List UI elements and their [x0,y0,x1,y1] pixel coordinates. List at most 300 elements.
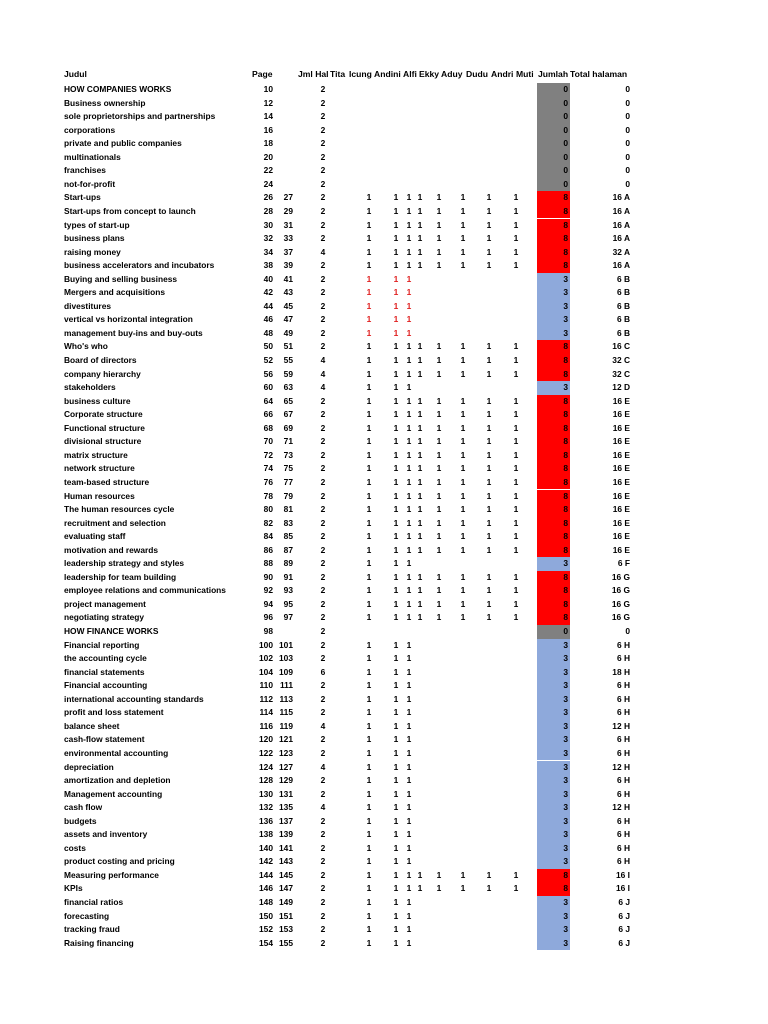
cell-member-mark[interactable]: 1 [393,531,399,542]
cell-member-mark[interactable]: 1 [406,612,412,623]
cell-jumlah[interactable]: 0 [563,165,568,176]
cell-member-mark[interactable]: 1 [406,815,412,826]
header-alfi[interactable]: Alfi [403,69,417,79]
cell-member-mark[interactable]: 1 [393,327,399,338]
cell-member-mark[interactable]: 1 [436,205,442,216]
cell-member-mark[interactable] [458,313,468,327]
cell-member-mark[interactable]: 1 [406,273,412,284]
cell-member-mark[interactable]: 1 [436,883,442,894]
cell-jml-hal[interactable]: 2 [320,463,326,474]
cell-member-mark[interactable] [391,97,401,111]
cell-member-mark[interactable]: 1 [436,436,442,447]
cell-total-halaman[interactable]: 0 [625,97,630,108]
cell-page-start[interactable]: 70 [263,436,273,447]
cell-member-mark[interactable]: 1 [486,233,492,244]
cell-member-mark[interactable]: 1 [436,368,442,379]
cell-member-mark[interactable]: 1 [366,368,372,379]
cell-jml-hal[interactable]: 2 [320,476,326,487]
cell-total-halaman[interactable]: 0 [625,626,630,636]
cell-jml-hal[interactable]: 2 [320,287,326,298]
cell-jumlah[interactable]: 8 [563,869,568,880]
cell-member-mark[interactable]: 1 [406,504,412,515]
cell-jml-hal[interactable]: 2 [320,734,326,745]
cell-member-mark[interactable]: 1 [366,869,372,880]
cell-member-mark[interactable]: 1 [393,666,399,677]
cell-judul[interactable]: employee relations and communications [64,585,226,596]
cell-member-mark[interactable]: 1 [460,476,466,487]
cell-member-mark[interactable] [484,842,494,856]
cell-total-halaman[interactable]: 6 B [616,314,630,325]
cell-jumlah[interactable]: 8 [563,598,568,609]
cell-member-mark[interactable] [484,286,494,300]
cell-judul[interactable]: financial statements [64,666,145,677]
cell-jumlah[interactable]: 3 [563,761,568,772]
cell-member-mark[interactable]: 1 [513,463,519,474]
cell-page-start[interactable]: 130 [259,788,273,799]
cell-member-mark[interactable] [511,815,521,829]
cell-member-mark[interactable]: 1 [366,273,372,284]
cell-page-start[interactable]: 50 [263,341,273,352]
cell-member-mark[interactable]: 1 [486,517,492,528]
cell-member-mark[interactable]: 1 [406,720,412,731]
cell-member-mark[interactable] [415,164,425,178]
cell-member-mark[interactable]: 1 [366,585,372,596]
cell-member-mark[interactable]: 1 [486,883,492,894]
cell-member-mark[interactable]: 1 [393,287,399,298]
cell-judul[interactable]: corporations [64,124,116,135]
cell-page-end[interactable]: 87 [283,544,293,555]
cell-judul[interactable]: raising money [64,246,121,257]
cell-judul[interactable]: cash flow [64,802,103,813]
cell-page-end[interactable]: 75 [283,463,293,474]
cell-jumlah[interactable]: 0 [563,151,568,162]
cell-total-halaman[interactable]: 12 H [612,720,630,731]
cell-jumlah[interactable]: 8 [563,449,568,460]
cell-page-end[interactable]: 41 [283,273,293,284]
cell-member-mark[interactable] [511,774,521,788]
cell-page-end[interactable]: 97 [283,612,293,623]
cell-member-mark[interactable] [484,97,494,111]
cell-member-mark[interactable] [434,828,444,842]
cell-page-start[interactable]: 48 [263,327,273,338]
cell-page-start[interactable]: 142 [259,856,273,867]
cell-page-start[interactable]: 78 [263,490,273,501]
cell-member-mark[interactable] [484,178,494,192]
cell-member-mark[interactable]: 1 [406,327,412,338]
cell-member-mark[interactable]: 1 [406,897,412,907]
cell-judul[interactable]: the accounting cycle [64,653,147,664]
cell-judul[interactable]: Business ownership [64,97,146,108]
cell-member-mark[interactable]: 1 [406,558,412,569]
cell-member-mark[interactable]: 1 [460,504,466,515]
cell-member-mark[interactable]: 1 [460,883,466,894]
cell-jml-hal[interactable]: 2 [320,260,326,271]
cell-member-mark[interactable]: 1 [393,585,399,596]
cell-member-mark[interactable] [415,652,425,666]
cell-member-mark[interactable] [511,720,521,734]
cell-member-mark[interactable] [364,83,374,97]
cell-member-mark[interactable] [458,815,468,829]
cell-page-start[interactable]: 124 [259,761,273,772]
cell-jml-hal[interactable]: 2 [320,775,326,786]
cell-page-end[interactable] [277,151,293,165]
cell-member-mark[interactable]: 1 [406,585,412,596]
cell-member-mark[interactable]: 1 [460,612,466,623]
header-jumlah[interactable]: Jumlah [538,69,569,79]
cell-page-start[interactable]: 110 [259,680,273,691]
cell-member-mark[interactable] [484,801,494,815]
cell-member-mark[interactable]: 1 [393,802,399,813]
cell-member-mark[interactable]: 1 [393,598,399,609]
cell-member-mark[interactable] [434,97,444,111]
cell-member-mark[interactable] [415,910,425,924]
cell-page-start[interactable]: 148 [259,897,273,907]
cell-member-mark[interactable] [434,706,444,720]
cell-member-mark[interactable]: 1 [406,449,412,460]
cell-member-mark[interactable] [458,774,468,788]
cell-member-mark[interactable] [364,97,374,111]
cell-member-mark[interactable]: 1 [393,829,399,840]
cell-member-mark[interactable] [434,801,444,815]
cell-member-mark[interactable] [511,693,521,707]
cell-judul[interactable]: budgets [64,815,97,826]
cell-total-halaman[interactable]: 16 I [616,883,630,894]
cell-jumlah[interactable]: 3 [563,666,568,677]
cell-member-mark[interactable]: 1 [366,775,372,786]
cell-total-halaman[interactable]: 6 J [618,910,630,921]
cell-jumlah[interactable]: 3 [563,382,568,393]
cell-judul[interactable]: Human resources [64,490,135,501]
cell-member-mark[interactable]: 1 [486,355,492,365]
cell-judul[interactable]: private and public companies [64,138,182,149]
cell-page-start[interactable]: 56 [263,368,273,379]
header-andini[interactable]: Andini [374,69,401,79]
cell-member-mark[interactable] [434,286,444,300]
cell-total-halaman[interactable]: 6 H [616,842,630,853]
cell-total-halaman[interactable]: 16 E [612,490,630,501]
cell-total-halaman[interactable]: 32 C [612,368,630,379]
cell-member-mark[interactable] [434,937,444,951]
cell-member-mark[interactable] [511,557,521,571]
cell-jumlah[interactable]: 3 [563,639,568,650]
cell-member-mark[interactable] [415,855,425,869]
cell-jumlah[interactable]: 3 [563,287,568,298]
header-aduy[interactable]: Aduy [441,69,463,79]
cell-member-mark[interactable] [404,151,414,165]
cell-member-mark[interactable]: 1 [417,246,423,257]
cell-member-mark[interactable] [415,747,425,761]
cell-member-mark[interactable]: 1 [486,341,492,352]
cell-member-mark[interactable]: 1 [513,395,519,406]
cell-total-halaman[interactable]: 6 H [616,829,630,840]
cell-member-mark[interactable]: 1 [486,436,492,447]
cell-total-halaman[interactable]: 6 H [616,775,630,786]
cell-member-mark[interactable]: 1 [513,531,519,542]
cell-judul[interactable]: HOW FINANCE WORKS [64,626,159,636]
cell-member-mark[interactable] [434,300,444,314]
cell-member-mark[interactable] [511,828,521,842]
cell-member-mark[interactable]: 1 [393,260,399,271]
cell-member-mark[interactable]: 1 [366,327,372,338]
cell-member-mark[interactable]: 1 [513,341,519,352]
cell-jumlah[interactable]: 3 [563,707,568,718]
cell-member-mark[interactable] [511,801,521,815]
cell-judul[interactable]: franchises [64,165,106,176]
cell-total-halaman[interactable]: 16 E [612,449,630,460]
cell-member-mark[interactable] [511,137,521,151]
cell-member-mark[interactable]: 1 [513,598,519,609]
cell-jumlah[interactable]: 8 [563,883,568,894]
cell-jumlah[interactable]: 3 [563,327,568,338]
cell-member-mark[interactable]: 1 [486,544,492,555]
cell-member-mark[interactable]: 1 [366,544,372,555]
cell-total-halaman[interactable]: 16 G [611,612,630,623]
cell-page-end[interactable]: 83 [283,517,293,528]
cell-page-end[interactable]: 55 [283,355,293,365]
cell-judul[interactable]: types of start-up [64,219,130,230]
cell-member-mark[interactable]: 1 [366,598,372,609]
cell-member-mark[interactable] [458,124,468,138]
cell-member-mark[interactable] [511,910,521,924]
cell-member-mark[interactable]: 1 [460,260,466,271]
cell-total-halaman[interactable]: 6 B [616,287,630,298]
cell-jml-hal[interactable]: 2 [320,693,326,704]
cell-member-mark[interactable]: 1 [393,815,399,826]
cell-member-mark[interactable]: 1 [393,449,399,460]
cell-member-mark[interactable]: 1 [393,422,399,433]
cell-member-mark[interactable] [511,842,521,856]
cell-total-halaman[interactable]: 0 [625,178,630,189]
cell-member-mark[interactable]: 1 [393,747,399,758]
cell-member-mark[interactable] [364,151,374,165]
cell-jumlah[interactable]: 8 [563,205,568,216]
cell-jml-hal[interactable]: 2 [320,273,326,284]
cell-total-halaman[interactable]: 6 H [616,693,630,704]
cell-page-end[interactable]: 135 [279,802,293,813]
cell-member-mark[interactable] [364,625,374,639]
cell-page-end[interactable]: 29 [283,205,293,216]
cell-page-start[interactable]: 114 [259,707,273,718]
cell-member-mark[interactable]: 1 [460,368,466,379]
cell-member-mark[interactable] [484,706,494,720]
cell-total-halaman[interactable]: 16 E [612,531,630,542]
cell-page-start[interactable]: 38 [263,260,273,271]
cell-member-mark[interactable]: 1 [393,761,399,772]
cell-page-start[interactable]: 74 [263,463,273,474]
cell-member-mark[interactable]: 1 [513,233,519,244]
cell-total-halaman[interactable]: 0 [625,84,630,94]
cell-page-end[interactable]: 121 [279,734,293,745]
cell-jumlah[interactable]: 8 [563,246,568,257]
cell-judul[interactable]: Functional structure [64,422,145,433]
cell-total-halaman[interactable]: 6 H [616,734,630,745]
cell-judul[interactable]: management buy-ins and buy-outs [64,327,203,338]
cell-judul[interactable]: Management accounting [64,788,163,799]
cell-total-halaman[interactable]: 6 J [618,897,630,907]
cell-member-mark[interactable]: 1 [406,666,412,677]
cell-jumlah[interactable]: 8 [563,355,568,365]
cell-member-mark[interactable] [434,313,444,327]
cell-member-mark[interactable] [484,720,494,734]
cell-page-end[interactable]: 113 [279,693,293,704]
cell-member-mark[interactable]: 1 [366,639,372,650]
cell-page-end[interactable]: 103 [279,653,293,664]
cell-jml-hal[interactable]: 6 [320,666,326,677]
cell-jml-hal[interactable]: 4 [320,720,326,731]
header-judul[interactable]: Judul [64,69,87,79]
cell-member-mark[interactable]: 1 [406,910,412,921]
cell-member-mark[interactable]: 1 [406,829,412,840]
cell-member-mark[interactable]: 1 [513,490,519,501]
cell-member-mark[interactable]: 1 [366,287,372,298]
cell-jumlah[interactable]: 8 [563,409,568,420]
cell-jumlah[interactable]: 3 [563,734,568,745]
cell-member-mark[interactable]: 1 [366,571,372,582]
cell-member-mark[interactable] [511,747,521,761]
cell-member-mark[interactable] [484,300,494,314]
cell-member-mark[interactable] [391,137,401,151]
cell-member-mark[interactable]: 1 [486,869,492,880]
cell-page-end[interactable]: 79 [283,490,293,501]
cell-member-mark[interactable] [511,313,521,327]
cell-member-mark[interactable]: 1 [366,314,372,325]
cell-jml-hal[interactable]: 2 [320,314,326,325]
cell-member-mark[interactable]: 1 [393,233,399,244]
cell-member-mark[interactable]: 1 [513,355,519,365]
cell-total-halaman[interactable]: 12 H [612,761,630,772]
cell-jumlah[interactable]: 0 [563,84,568,94]
cell-member-mark[interactable]: 1 [406,219,412,230]
cell-jml-hal[interactable]: 4 [320,355,326,365]
cell-jumlah[interactable]: 0 [563,111,568,122]
cell-member-mark[interactable]: 1 [436,341,442,352]
cell-member-mark[interactable] [415,639,425,653]
cell-judul[interactable]: product costing and pricing [64,856,175,867]
cell-member-mark[interactable] [415,720,425,734]
cell-page-start[interactable]: 20 [263,151,273,162]
cell-jml-hal[interactable]: 2 [320,883,326,894]
cell-member-mark[interactable]: 1 [486,504,492,515]
cell-member-mark[interactable]: 1 [436,422,442,433]
cell-page-start[interactable]: 102 [259,653,273,664]
cell-judul[interactable]: HOW COMPANIES WORKS [64,84,172,94]
cell-member-mark[interactable]: 1 [436,449,442,460]
cell-page-end[interactable]: 139 [279,829,293,840]
cell-member-mark[interactable]: 1 [406,747,412,758]
cell-member-mark[interactable]: 1 [406,639,412,650]
cell-jumlah[interactable]: 3 [563,788,568,799]
cell-total-halaman[interactable]: 16 E [612,409,630,420]
cell-page-end[interactable]: 149 [279,897,293,907]
cell-jumlah[interactable]: 8 [563,490,568,501]
cell-member-mark[interactable] [511,639,521,653]
cell-member-mark[interactable]: 1 [366,802,372,813]
cell-member-mark[interactable]: 1 [417,517,423,528]
cell-member-mark[interactable]: 1 [406,341,412,352]
cell-member-mark[interactable]: 1 [436,246,442,257]
cell-judul[interactable]: Corporate structure [64,409,143,420]
cell-member-mark[interactable]: 1 [406,287,412,298]
cell-judul[interactable]: Mergers and acquisitions [64,287,165,298]
cell-page-end[interactable]: 147 [279,883,293,894]
cell-member-mark[interactable] [434,923,444,937]
cell-member-mark[interactable] [484,137,494,151]
cell-member-mark[interactable] [511,625,521,639]
cell-page-end[interactable]: 127 [279,761,293,772]
cell-judul[interactable]: business plans [64,233,125,244]
cell-jml-hal[interactable]: 2 [320,151,326,162]
cell-member-mark[interactable]: 1 [513,436,519,447]
cell-member-mark[interactable]: 1 [406,409,412,420]
cell-member-mark[interactable] [434,815,444,829]
cell-member-mark[interactable] [511,761,521,775]
cell-member-mark[interactable] [364,110,374,124]
cell-jml-hal[interactable]: 2 [320,937,326,948]
cell-jml-hal[interactable]: 2 [320,707,326,718]
cell-judul[interactable]: Financial accounting [64,680,148,691]
cell-page-end[interactable] [277,625,293,639]
cell-jumlah[interactable]: 8 [563,422,568,433]
cell-member-mark[interactable]: 1 [460,436,466,447]
cell-member-mark[interactable] [415,937,425,951]
cell-jml-hal[interactable]: 2 [320,395,326,406]
cell-member-mark[interactable] [484,557,494,571]
cell-member-mark[interactable]: 1 [366,246,372,257]
cell-member-mark[interactable] [415,733,425,747]
cell-page-end[interactable]: 91 [283,571,293,582]
cell-jml-hal[interactable]: 2 [320,842,326,853]
cell-member-mark[interactable]: 1 [406,300,412,311]
cell-member-mark[interactable] [415,557,425,571]
cell-jumlah[interactable]: 3 [563,680,568,691]
cell-member-mark[interactable]: 1 [417,883,423,894]
cell-member-mark[interactable]: 1 [417,612,423,623]
cell-member-mark[interactable] [391,625,401,639]
cell-page-end[interactable]: 71 [283,436,293,447]
cell-member-mark[interactable]: 1 [406,856,412,867]
cell-page-start[interactable]: 120 [259,734,273,745]
cell-member-mark[interactable] [415,110,425,124]
cell-jumlah[interactable]: 3 [563,842,568,853]
cell-judul[interactable]: forecasting [64,910,110,921]
cell-page-start[interactable]: 128 [259,775,273,786]
cell-total-halaman[interactable]: 16 A [612,233,630,244]
cell-judul[interactable]: sole proprietorships and partnerships [64,111,216,122]
cell-jml-hal[interactable]: 2 [320,233,326,244]
cell-member-mark[interactable]: 1 [406,246,412,257]
cell-member-mark[interactable]: 1 [417,490,423,501]
cell-member-mark[interactable]: 1 [486,463,492,474]
cell-member-mark[interactable] [511,733,521,747]
cell-member-mark[interactable]: 1 [436,869,442,880]
cell-member-mark[interactable]: 1 [366,233,372,244]
cell-member-mark[interactable] [415,124,425,138]
cell-page-end[interactable]: 131 [279,788,293,799]
cell-member-mark[interactable]: 1 [486,246,492,257]
cell-member-mark[interactable] [415,923,425,937]
cell-member-mark[interactable] [415,137,425,151]
cell-member-mark[interactable] [404,83,414,97]
cell-member-mark[interactable]: 1 [417,531,423,542]
cell-total-halaman[interactable]: 16 E [612,395,630,406]
cell-member-mark[interactable]: 1 [513,449,519,460]
cell-member-mark[interactable] [415,273,425,287]
header-icung[interactable]: Icung [349,69,372,79]
cell-member-mark[interactable] [511,151,521,165]
cell-member-mark[interactable] [511,706,521,720]
cell-member-mark[interactable]: 1 [406,531,412,542]
cell-page-end[interactable]: 59 [283,368,293,379]
